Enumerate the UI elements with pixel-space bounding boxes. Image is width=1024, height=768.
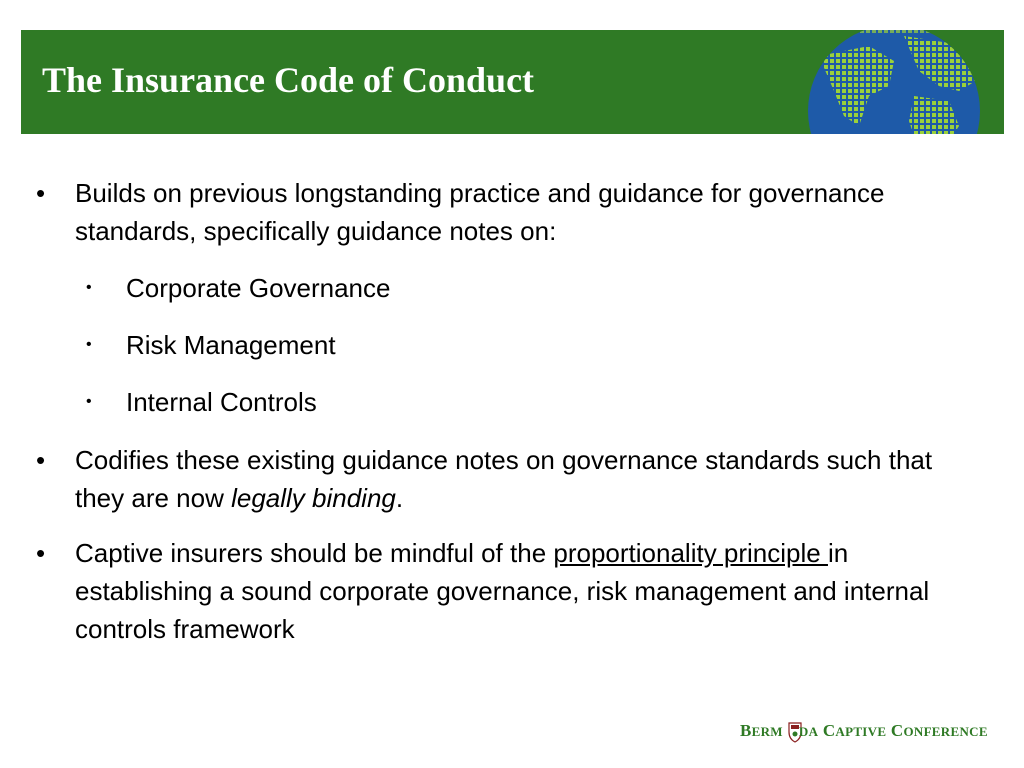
conference-logo xyxy=(740,718,1000,744)
bullet-text-part: . xyxy=(395,483,404,513)
sub-bullet-text: Corporate Governance xyxy=(126,273,391,303)
sub-bullet-text: Internal Controls xyxy=(126,387,317,417)
sub-bullet-icon: • xyxy=(86,279,92,296)
bullet-icon: • xyxy=(36,445,46,475)
sub-bullet-icon: • xyxy=(86,393,92,410)
logo-wordmark: BERM DA CAPTIVE CONFERENCE xyxy=(740,721,988,740)
underlined-term: proportionality principle xyxy=(553,538,828,568)
bullet-text-part: in establishing a sound corporate governance, risk management and internal controls framework xyxy=(75,538,930,644)
bullet-text-part: Captive insurers should be mindful of the xyxy=(75,538,554,568)
bullet-icon: • xyxy=(36,538,46,568)
bullet-text xyxy=(75,441,975,517)
bullet-text: Builds on previous longstanding practice and guidance for governance standards, specifically guidance notes on: xyxy=(75,178,885,246)
sub-bullet-text: Risk Management xyxy=(126,330,336,360)
bullet-text-part: Codifies these existing guidance notes on governance standards such that they are now xyxy=(75,445,933,513)
slide-title: The Insurance Code of Conduct xyxy=(42,60,535,100)
emphasis-text: legally binding xyxy=(231,483,396,513)
bullet-text xyxy=(75,534,975,648)
bullet-icon: • xyxy=(36,178,46,208)
sub-bullet-icon: • xyxy=(86,336,92,353)
